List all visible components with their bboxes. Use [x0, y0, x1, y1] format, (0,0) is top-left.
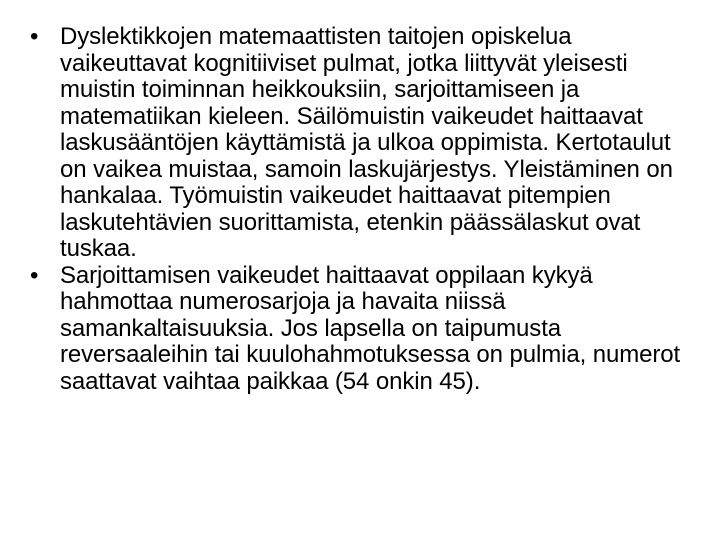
- bullet-item-memory: [28, 24, 700, 263]
- bullet-list: [28, 24, 700, 395]
- bullet-marker: •: [30, 23, 39, 50]
- bullet-marker: •: [30, 261, 39, 289]
- bullet-text: Dyslektikkojen matemaattisten taitojen opiskelua vaikeuttavat kognitiiviset pulmat, jotka liittyvät yleisesti muistin toiminnan heikkouksiin, sarjoittamiseen ja matematiikan kieleen. Säilömuistin vaikeudet haittaavat laskusääntöjen käyttämistä ja ulkoa oppimista. Kertotaulut on vaikea muistaa, samoin laskujärjestys. Yleistäminen on hankalaa. Työmuistin vaikeudet haittaavat pitempien laskutehtävien suorittamista, etenkin päässälaskut ovat tuskaa.: [60, 23, 673, 262]
- bullet-item-sequencing: [28, 263, 700, 396]
- bullet-text: Sarjoittamisen vaikeudet haittaavat oppilaan kykyä hahmottaa numerosarjoja ja havaita niissä samankaltaisuuksia. Jos lapsella on taipumusta reversaaleihin tai kuulohahmotuksessa on pulmia, numerot saattavat vaihtaa paikkaa (54 onkin 45).: [60, 261, 681, 395]
